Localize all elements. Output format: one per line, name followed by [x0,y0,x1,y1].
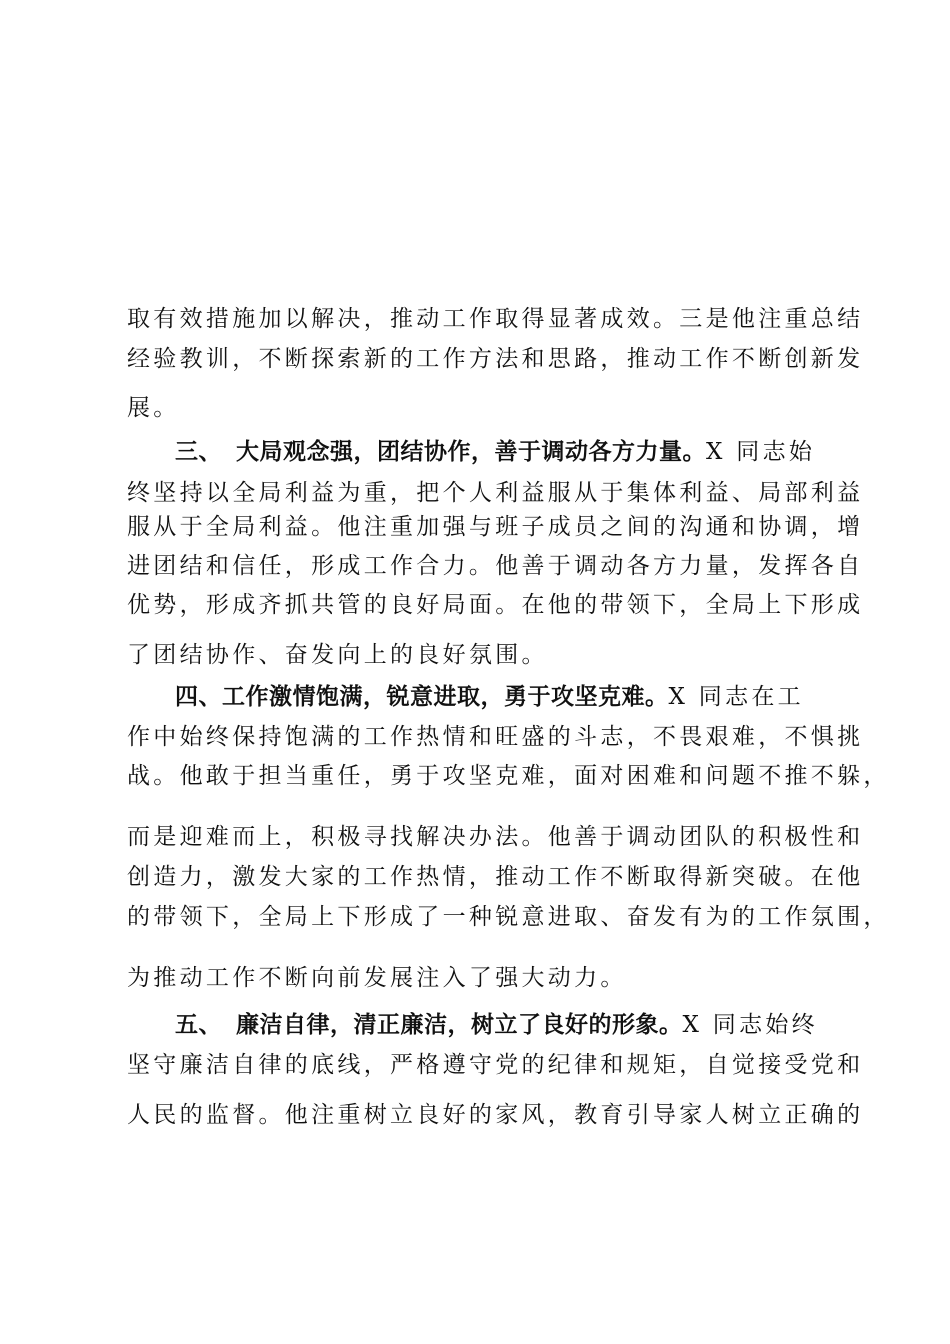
paragraph-line: 终坚持以全局利益为重，把个人利益服从于集体利益、局部利益 [127,480,864,506]
section-four-heading-line [175,682,825,712]
paragraph-line: 经验教训，不断探索新的工作方法和思路，推动工作不断创新发 [127,346,864,372]
section-heading: 大局观念强，团结协作，善于调动各方力量。 [236,439,706,465]
paragraph-line: 作中始终保持饱满的工作热情和旺盛的斗志，不畏艰难，不惧挑 [127,724,864,750]
section-three-heading-line [175,437,825,467]
paragraph-line: 的带领下，全局上下形成了一种锐意进取、奋发有为的工作氛围， [127,904,890,930]
section-text: X 同志始终 [682,1012,818,1038]
paragraph-line: 而是迎难而上，积极寻找解决办法。他善于调动团队的积极性和 [127,824,864,850]
paragraph-line: 进团结和信任，形成工作合力。他善于调动各方力量，发挥各自 [127,553,864,579]
paragraph-line: 为推动工作不断向前发展注入了强大动力。 [127,965,627,991]
paragraph-line: 服从于全局利益。他注重加强与班子成员之间的沟通和协调，增 [127,514,864,540]
paragraph-line: 取有效措施加以解决，推动工作取得显著成效。三是他注重总结 [127,306,864,332]
paragraph-line: 创造力，激发大家的工作热情，推动工作不断取得新突破。在他 [127,864,864,890]
paragraph-line: 战。他敢于担当重任，勇于攻坚克难，面对困难和问题不推不躲， [127,763,890,789]
section-number: 四、 [175,684,222,710]
section-text: X 同志始 [706,439,816,465]
paragraph-line: 坚守廉洁自律的底线，严格遵守党的纪律和规矩，自觉接受党和 [127,1052,864,1078]
paragraph-line: 优势，形成齐抓共管的良好局面。在他的带领下，全局上下形成 [127,592,864,618]
paragraph-line: 展。 [127,395,180,421]
section-number: 三、 [175,439,222,465]
paragraph-line: 了团结协作、奋发向上的良好氛围。 [127,642,548,668]
section-text: X 同志在工 [668,684,804,710]
section-heading: 廉洁自律，清正廉洁，树立了良好的形象。 [236,1012,683,1038]
section-heading: 工作激情饱满，锐意进取，勇于攻坚克难。 [222,684,669,710]
paragraph-line: 人民的监督。他注重树立良好的家风，教育引导家人树立正确的 [127,1102,864,1128]
section-five-heading-line [175,1010,825,1040]
section-number: 五、 [175,1012,222,1038]
